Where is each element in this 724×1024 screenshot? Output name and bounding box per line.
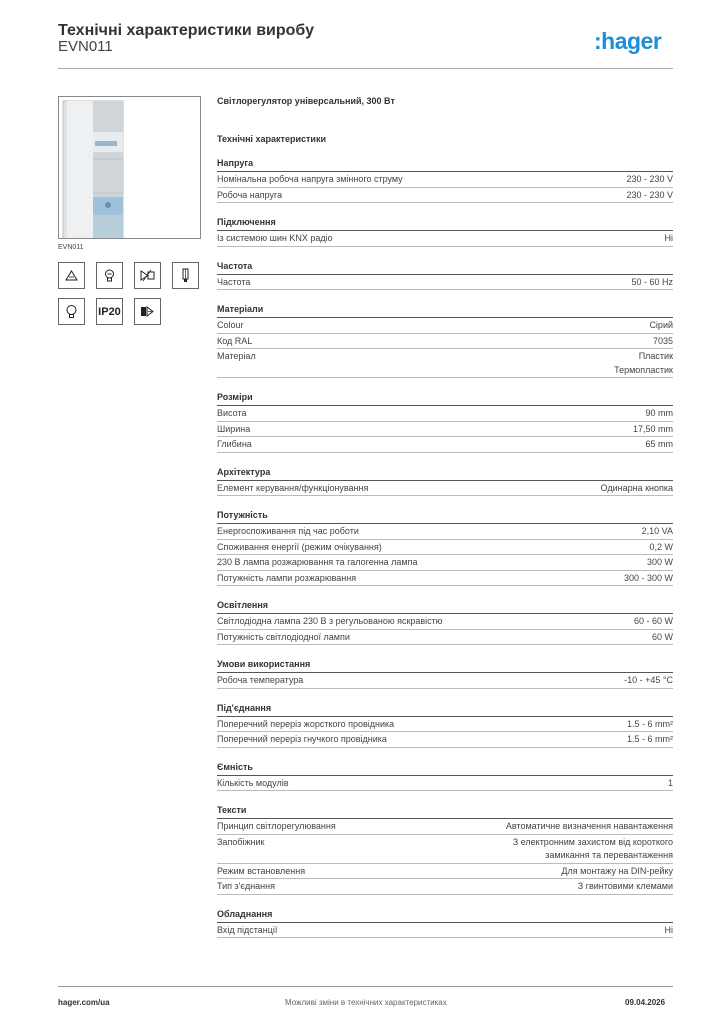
spec-section-title: Потужність <box>217 510 673 524</box>
footer-divider <box>58 986 673 987</box>
spec-value <box>601 482 673 496</box>
dimmer-triangle-icon <box>58 262 85 289</box>
spec-row <box>217 571 673 587</box>
transformer-icon <box>134 262 161 289</box>
product-image-label: EVN011 <box>58 244 84 251</box>
spec-row <box>217 776 673 792</box>
spec-value <box>645 438 673 452</box>
spec-label: Режим встановлення <box>217 865 306 876</box>
page-title: Технічні характеристики виробу <box>58 22 314 39</box>
spec-value <box>652 631 673 645</box>
spec-row <box>217 231 673 247</box>
spec-section <box>217 304 673 378</box>
spec-value-line: Ні <box>664 924 673 935</box>
spec-value <box>634 615 673 629</box>
spec-row <box>217 349 673 378</box>
spec-value <box>647 556 673 570</box>
spec-label: Тип з'єднання <box>217 881 275 891</box>
specs-heading: Технічні характеристики <box>217 134 326 144</box>
spec-value-line: Ні <box>664 233 673 243</box>
ip-rating-icon: IP20 <box>96 298 123 325</box>
spec-section-title: Тексти <box>217 805 673 819</box>
spec-section <box>217 909 673 939</box>
spec-label: Матеріал <box>217 351 256 361</box>
spec-value-line: 300 W <box>646 557 673 567</box>
spec-label: Із системою шин KNX радіо <box>217 233 333 243</box>
spec-row <box>217 614 673 630</box>
spec-value <box>624 674 673 688</box>
spec-value-line: 60 W <box>651 631 673 642</box>
spec-value <box>513 836 673 863</box>
spec-section-title: Матеріали <box>217 304 673 318</box>
spec-section <box>217 600 673 645</box>
spec-value <box>665 924 674 938</box>
spec-row <box>217 524 673 540</box>
spec-value-line: 230 - 230 V <box>626 174 673 184</box>
spec-value <box>633 423 673 437</box>
spec-value-line: Одинарна кнопка <box>600 482 673 493</box>
spec-label: Поперечний переріз гнучкого провідника <box>217 734 387 744</box>
spec-section <box>217 217 673 247</box>
spec-label: Елемент керування/функціонування <box>217 482 369 493</box>
spec-value <box>506 820 673 834</box>
specs-panel <box>217 96 673 952</box>
spec-row <box>217 879 673 895</box>
spec-label: Глибина <box>217 439 252 449</box>
spec-value <box>649 319 673 333</box>
spec-label: Світлодіодна лампа 230 В з регульованою яскравістю <box>217 616 443 626</box>
spec-section <box>217 467 673 497</box>
bulb-icon <box>58 298 85 325</box>
spec-value-line: З електронним захистом від короткого <box>512 836 673 847</box>
spec-section <box>217 261 673 291</box>
product-image <box>58 96 201 239</box>
spec-section-title: Частота <box>217 261 673 275</box>
header-divider <box>58 68 673 69</box>
spec-value-line: З гвинтовими клемами <box>577 881 673 891</box>
spec-section-title: Ємність <box>217 762 673 776</box>
product-name: Світлорегулятор універсальний, 300 Вт <box>217 96 395 106</box>
footer-note: Можливі зміни в технічних характеристиках <box>285 998 447 1007</box>
spec-row <box>217 437 673 453</box>
spec-section-title: Під'єднання <box>217 703 673 717</box>
spec-row <box>217 864 673 880</box>
spec-value-line: -10 - +45 °C <box>624 675 673 685</box>
spec-value-line: 2,10 VA <box>641 526 673 536</box>
spec-section-title: Напруга <box>217 158 673 172</box>
spec-value-line: 1.5 - 6 mm² <box>626 734 673 744</box>
spec-row <box>217 923 673 939</box>
footer-website[interactable]: hager.com/ua <box>58 998 110 1007</box>
spec-row <box>217 481 673 497</box>
spec-value <box>626 189 673 203</box>
spec-value-line: 90 mm <box>645 408 673 418</box>
spec-value <box>649 541 673 555</box>
spec-value <box>626 173 673 187</box>
spec-row <box>217 555 673 571</box>
spec-label: Запобіжник <box>217 836 265 847</box>
spec-label: Робоча напруга <box>217 189 283 200</box>
product-code: EVN011 <box>58 38 113 55</box>
spec-label: Кількість модулів <box>217 777 289 788</box>
spec-value <box>624 572 673 586</box>
spec-value-line: 1 <box>667 777 673 788</box>
spec-value-line: Автоматичне визначення навантаження <box>505 821 673 831</box>
spec-value-line: 230 - 230 V <box>626 189 673 200</box>
spec-row <box>217 835 673 864</box>
spec-value <box>578 880 673 894</box>
spec-row <box>217 673 673 689</box>
spec-value-line: 1.5 - 6 mm² <box>626 718 673 729</box>
spec-label: Номінальна робоча напруга змінного струму <box>217 174 403 184</box>
spec-row <box>217 318 673 334</box>
spec-value-line: замикання та перевантаження <box>545 850 673 860</box>
spec-value-line: Пластик <box>638 351 673 361</box>
spec-value <box>627 718 673 732</box>
spec-section-title: Умови використання <box>217 659 673 673</box>
spec-label: Споживання енергії (режим очікування) <box>217 541 382 552</box>
spec-value-line: 300 - 300 W <box>623 572 673 583</box>
spec-value <box>645 407 673 421</box>
spec-label: Принцип світлорегулювання <box>217 821 336 831</box>
spec-value-line: 17,50 mm <box>632 423 673 434</box>
spec-value-line: Для монтажу на DIN-рейку <box>561 865 673 876</box>
spec-value <box>642 525 673 539</box>
spec-label: Енергоспоживання під час роботи <box>217 526 359 536</box>
spec-value-line: 7035 <box>652 335 673 346</box>
spec-section <box>217 510 673 586</box>
spec-row <box>217 188 673 204</box>
electronic-transformer-icon <box>134 298 161 325</box>
spec-value-line: 50 - 60 Hz <box>631 276 673 287</box>
spec-value <box>653 335 673 349</box>
spec-value-line: 0,2 W <box>649 541 673 552</box>
spec-row <box>217 630 673 646</box>
spec-label: Код RAL <box>217 335 253 346</box>
spec-label: Робоча температура <box>217 675 304 685</box>
spec-row <box>217 732 673 748</box>
spec-value <box>627 733 673 747</box>
spec-value-line: Термопластик <box>614 364 673 375</box>
spec-section-title: Архітектура <box>217 467 673 481</box>
spec-value <box>668 777 673 791</box>
spec-section <box>217 158 673 203</box>
footer-date: 09.04.2026 <box>625 998 666 1007</box>
spec-label: Вхід підстанції <box>217 924 278 935</box>
spec-label: 230 В лампа розжарювання та галогенна лампа <box>217 557 418 567</box>
spec-row <box>217 540 673 556</box>
spec-section-title: Розміри <box>217 392 673 406</box>
spec-value-line: Сірий <box>649 320 673 330</box>
halogen-lamp-icon <box>96 262 123 289</box>
spec-value-line: 60 - 60 W <box>633 616 673 626</box>
spec-label: Частота <box>217 276 251 287</box>
spec-row <box>217 406 673 422</box>
spec-row <box>217 717 673 733</box>
spec-section <box>217 703 673 748</box>
spec-label: Ширина <box>217 423 251 434</box>
spec-section-title: Освітлення <box>217 600 673 614</box>
spec-value <box>561 865 673 879</box>
spec-label: Потужність світлодіодної лампи <box>217 631 350 642</box>
spec-row <box>217 422 673 438</box>
spec-label: Colour <box>217 320 244 330</box>
spec-label: Висота <box>217 408 247 418</box>
spec-section <box>217 762 673 792</box>
spec-value-line: 65 mm <box>645 439 673 449</box>
spec-row <box>217 819 673 835</box>
spec-row <box>217 334 673 350</box>
fluorescent-lamp-icon <box>172 262 199 289</box>
spec-section <box>217 659 673 689</box>
spec-row <box>217 275 673 291</box>
spec-row <box>217 172 673 188</box>
spec-value <box>631 276 673 290</box>
spec-section <box>217 392 673 453</box>
hager-logo: :hager <box>594 28 662 54</box>
spec-value <box>614 350 673 377</box>
spec-section-title: Підключення <box>217 217 673 231</box>
spec-label: Поперечний переріз жорсткого провідника <box>217 718 395 729</box>
spec-value <box>665 232 674 246</box>
spec-section-title: Обладнання <box>217 909 673 923</box>
spec-section <box>217 805 673 895</box>
spec-label: Потужність лампи розжарювання <box>217 572 357 583</box>
